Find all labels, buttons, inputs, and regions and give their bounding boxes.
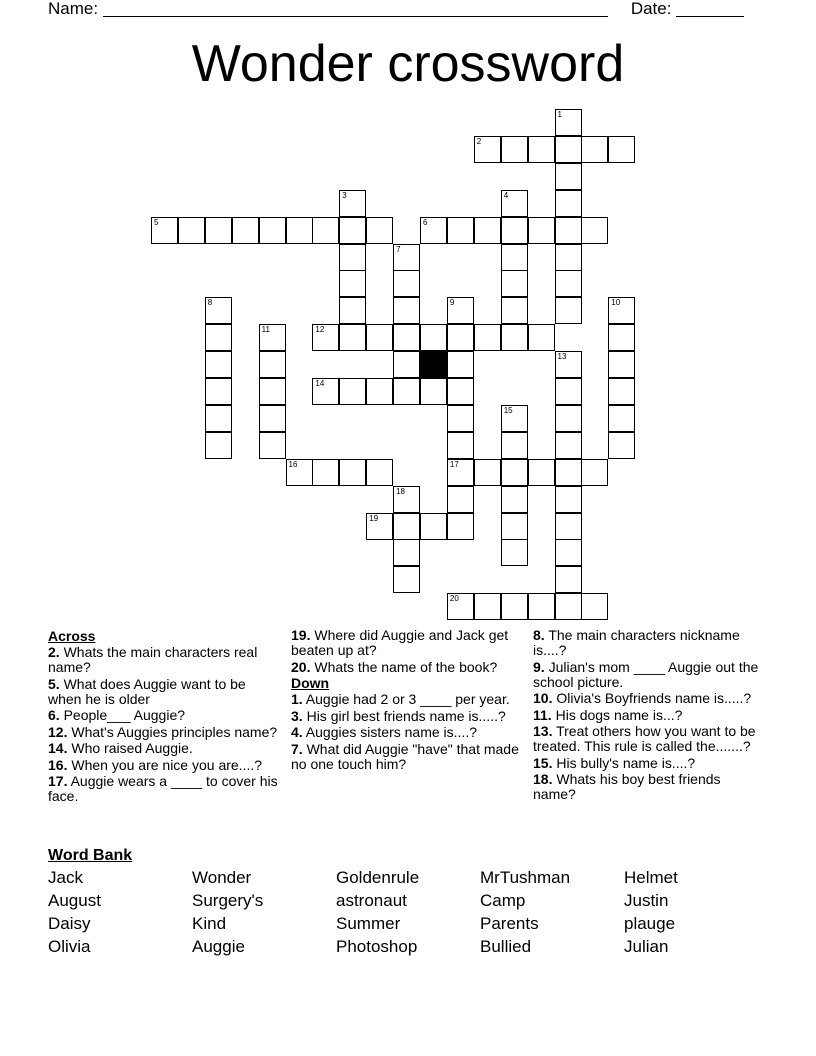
cell-number: 19: [369, 513, 379, 523]
crossword-cell[interactable]: [501, 432, 528, 459]
crossword-cell[interactable]: [447, 459, 474, 486]
crossword-cell[interactable]: [339, 270, 366, 297]
clue-number: 8.: [533, 627, 545, 643]
crossword-cell[interactable]: [447, 432, 474, 459]
crossword-cell[interactable]: [447, 297, 474, 324]
crossword-cell[interactable]: [339, 378, 366, 405]
clue-number: 15.: [533, 754, 553, 771]
clue-item: [48, 758, 278, 773]
crossword-cell[interactable]: [447, 378, 474, 405]
clue-number: 9.: [533, 658, 545, 675]
crossword-cell[interactable]: [366, 378, 393, 405]
clue-item: [533, 691, 763, 706]
crossword-cell[interactable]: [528, 593, 555, 620]
word-bank-item: astronaut: [336, 891, 407, 910]
word-bank-item: Julian: [624, 937, 669, 956]
crossword-cell[interactable]: [608, 324, 635, 351]
crossword-cell[interactable]: [501, 324, 528, 351]
word-bank-item: Goldenrule: [336, 868, 420, 887]
clue-text: When you are nice you are....?: [67, 756, 263, 773]
clue-text: His girl best friends name is.....?: [302, 707, 506, 724]
cell-number: 8: [207, 298, 213, 308]
clue-item: [533, 724, 763, 754]
crossword-cell[interactable]: [312, 324, 339, 351]
word-bank-item: Wonder: [192, 868, 252, 887]
cell-number: 7: [396, 244, 401, 254]
crossword-cell[interactable]: [393, 351, 420, 378]
crossword-cell[interactable]: [366, 459, 393, 486]
crossword-cell[interactable]: [555, 566, 582, 593]
clue-item: [48, 774, 278, 804]
cell-number: 12: [315, 325, 325, 335]
crossword-cell[interactable]: [232, 217, 259, 244]
crossword-cell[interactable]: [259, 378, 286, 405]
crossword-cell[interactable]: [366, 513, 393, 540]
crossword-cell[interactable]: [312, 378, 339, 405]
crossword-cell[interactable]: [393, 486, 420, 513]
crossword-cell[interactable]: [608, 378, 635, 405]
clue-number: 18.: [533, 771, 553, 787]
cell-number: 11: [261, 325, 270, 335]
clue-number: 14.: [48, 740, 68, 756]
crossword-cell[interactable]: [339, 459, 366, 486]
crossword-cell[interactable]: [474, 217, 501, 244]
clue-number: 1.: [291, 691, 303, 707]
crossword-cell[interactable]: [393, 539, 420, 566]
crossword-cell[interactable]: [555, 405, 582, 432]
crossword-cell[interactable]: [555, 513, 582, 540]
crossword-cell[interactable]: [608, 136, 635, 163]
crossword-cell[interactable]: [151, 217, 178, 244]
clue-text: What does Auggie want to be when he is older: [48, 675, 246, 707]
crossword-cell[interactable]: [501, 405, 528, 432]
name-label: Name:: [48, 0, 99, 18]
crossword-cell[interactable]: [555, 190, 582, 217]
crossword-cell[interactable]: [555, 539, 582, 566]
clue-text: Julian's mom ____ Auggie out the school picture.: [533, 658, 759, 690]
cell-number: 1: [557, 110, 562, 119]
clue-item: [533, 708, 763, 723]
clue-number: 20.: [291, 658, 311, 675]
crossword-cell[interactable]: [581, 593, 608, 620]
clues-column-3: [533, 628, 763, 804]
crossword-cell[interactable]: [339, 190, 366, 217]
clue-text: Treat others how you want to be treated. This rule is called the.......?: [533, 723, 756, 754]
clue-text: His bully's name is....?: [552, 754, 696, 771]
crossword-cell[interactable]: [528, 459, 555, 486]
clue-number: 3.: [291, 707, 303, 724]
crossword-cell[interactable]: [205, 351, 232, 378]
crossword-cell[interactable]: [420, 378, 447, 405]
crossword-cell[interactable]: [259, 432, 286, 459]
cell-number: 17: [449, 459, 459, 469]
crossword-cell[interactable]: [312, 217, 339, 244]
cell-number: 15: [503, 405, 513, 415]
crossword-cell[interactable]: [393, 513, 420, 540]
clue-item: [291, 709, 521, 724]
crossword-cell[interactable]: [501, 539, 528, 566]
crossword-cell[interactable]: [393, 244, 420, 271]
crossword-cell[interactable]: [501, 190, 528, 217]
clue-text: His dogs name is...?: [551, 706, 683, 723]
clues-column-2: [291, 628, 521, 773]
crossword-cell[interactable]: [501, 459, 528, 486]
word-bank-item: Summer: [336, 914, 401, 933]
crossword-cell[interactable]: [205, 405, 232, 432]
crossword-cell[interactable]: [555, 351, 582, 378]
cell-number: 14: [315, 379, 325, 388]
crossword-cell[interactable]: [339, 244, 366, 271]
crossword-cell[interactable]: [205, 297, 232, 324]
word-bank: [48, 867, 748, 957]
word-bank-item: Olivia: [48, 937, 91, 956]
cell-number: 20: [449, 594, 459, 604]
across-heading: Across: [48, 628, 96, 644]
word-bank-item: Justin: [624, 891, 669, 910]
crossword-cell[interactable]: [259, 405, 286, 432]
cell-number: 5: [154, 217, 159, 227]
crossword-cell[interactable]: [608, 351, 635, 378]
clue-number: 10.: [533, 690, 553, 706]
clue-item: [48, 708, 278, 723]
clue-number: 2.: [48, 644, 60, 660]
clue-number: 6.: [48, 707, 60, 723]
cell-number: 3: [342, 190, 347, 200]
crossword-cell[interactable]: [555, 432, 582, 459]
crossword-cell[interactable]: [581, 136, 608, 163]
crossword-cell[interactable]: [420, 513, 447, 540]
cell-number: 2: [476, 136, 482, 146]
crossword-cell[interactable]: [312, 459, 339, 486]
crossword-cell[interactable]: [205, 324, 232, 351]
cell-number: 4: [503, 190, 509, 200]
crossword-cell[interactable]: [205, 217, 232, 244]
crossword-cell[interactable]: [581, 217, 608, 244]
clue-text: Auggie had 2 or 3 ____ per year.: [302, 691, 510, 707]
crossword-black-cell: [420, 351, 447, 378]
clue-text: The main characters nickname is....?: [533, 627, 740, 658]
crossword-cell[interactable]: [555, 378, 582, 405]
cell-number: 13: [557, 352, 567, 362]
clue-number: 12.: [48, 723, 68, 740]
clues-column-1: [48, 628, 278, 806]
clue-text: Where did Auggie and Jack get beaten up at?: [291, 627, 509, 658]
clue-text: Whats the main characters real name?: [48, 644, 258, 675]
crossword-cell[interactable]: [205, 432, 232, 459]
clue-item: [533, 628, 763, 658]
cell-number: 6: [423, 217, 428, 227]
crossword-cell[interactable]: [339, 324, 366, 351]
crossword-cell[interactable]: [178, 217, 205, 244]
clue-number: 11.: [533, 706, 552, 723]
crossword-cell[interactable]: [447, 324, 474, 351]
crossword-cell[interactable]: [555, 109, 582, 136]
clue-text: Auggie wears a ____ to cover his face.: [48, 773, 278, 804]
word-bank-item: Jack: [48, 868, 83, 887]
clue-text: Whats his boy best friends name?: [533, 771, 721, 802]
word-bank-item: Camp: [480, 891, 526, 910]
crossword-cell[interactable]: [339, 217, 366, 244]
clue-number: 19.: [291, 627, 311, 643]
crossword-cell[interactable]: [339, 297, 366, 324]
crossword-cell[interactable]: [447, 593, 474, 620]
clue-item: [291, 742, 521, 772]
clue-number: 13.: [533, 723, 553, 739]
clue-item: [291, 725, 521, 740]
clue-item: [533, 772, 763, 802]
crossword-cell[interactable]: [608, 405, 635, 432]
crossword-cell[interactable]: [474, 459, 501, 486]
crossword-cell[interactable]: [259, 351, 286, 378]
crossword-cell[interactable]: [555, 593, 582, 620]
cell-number: 9: [449, 298, 455, 308]
date-label: Date:: [630, 0, 672, 18]
crossword-cell[interactable]: [393, 270, 420, 297]
clue-item: [48, 677, 278, 707]
clue-item: [291, 660, 521, 675]
word-bank-item: Kind: [192, 914, 227, 933]
crossword-cell[interactable]: [555, 136, 582, 163]
clue-text: What's Auggies principles name?: [67, 723, 278, 740]
cell-number: 16: [288, 459, 298, 469]
clue-item: [48, 725, 278, 740]
crossword-cell[interactable]: [501, 513, 528, 540]
word-bank-item: Parents: [480, 914, 539, 933]
crossword-cell[interactable]: [259, 324, 286, 351]
crossword-cell[interactable]: [501, 297, 528, 324]
word-bank-item: plauge: [624, 914, 676, 933]
crossword-cell[interactable]: [501, 244, 528, 271]
crossword-cell[interactable]: [447, 486, 474, 513]
crossword-cell[interactable]: [447, 351, 474, 378]
crossword-cell[interactable]: [286, 459, 313, 486]
clue-text: Who raised Auggie.: [67, 740, 193, 756]
crossword-cell[interactable]: [501, 593, 528, 620]
crossword-cell[interactable]: [420, 324, 447, 351]
clue-text: Whats the name of the book?: [310, 658, 498, 675]
clue-number: 16.: [48, 756, 68, 773]
crossword-cell[interactable]: [366, 324, 393, 351]
crossword-cell[interactable]: [555, 217, 582, 244]
word-bank-item: Surgery's: [192, 891, 264, 910]
clue-text: What did Auggie "have" that made no one touch him?: [291, 740, 519, 772]
crossword-cell[interactable]: [393, 378, 420, 405]
cell-number: 10: [611, 298, 621, 308]
crossword-cell[interactable]: [286, 217, 313, 244]
crossword-cell[interactable]: [501, 486, 528, 513]
crossword-cell[interactable]: [555, 244, 582, 271]
word-bank-item: Auggie: [192, 937, 245, 956]
crossword-cell[interactable]: [393, 324, 420, 351]
clue-item: [48, 741, 278, 756]
crossword-cell[interactable]: [474, 136, 501, 163]
clue-item: [533, 756, 763, 771]
clue-text: Olivia's Boyfriends name is.....?: [552, 690, 752, 706]
crossword-cell[interactable]: [528, 217, 555, 244]
cell-number: 18: [396, 486, 405, 496]
clue-number: 5.: [48, 675, 60, 692]
word-bank-title: Word Bank: [48, 847, 133, 864]
clue-text: People___ Auggie?: [59, 707, 186, 723]
word-bank-item: Photoshop: [336, 937, 418, 956]
crossword-cell[interactable]: [501, 217, 528, 244]
crossword-cell[interactable]: [528, 324, 555, 351]
crossword-cell[interactable]: [474, 324, 501, 351]
crossword-cell[interactable]: [366, 217, 393, 244]
clue-item: [533, 660, 763, 690]
crossword-cell[interactable]: [447, 405, 474, 432]
clue-number: 17.: [48, 773, 68, 789]
clue-number: 4.: [291, 724, 303, 740]
clue-text: Auggies sisters name is....?: [302, 724, 477, 740]
word-bank-item: Bullied: [480, 937, 532, 956]
crossword-cell[interactable]: [555, 459, 582, 486]
word-bank-item: August: [48, 891, 101, 910]
crossword-cell[interactable]: [501, 136, 528, 163]
crossword-cell[interactable]: [205, 378, 232, 405]
clue-item: [291, 692, 521, 707]
crossword-cell[interactable]: [581, 459, 608, 486]
crossword-cell[interactable]: [420, 217, 447, 244]
crossword-cell[interactable]: [393, 566, 420, 593]
crossword-cell[interactable]: [555, 486, 582, 513]
crossword-cell[interactable]: [447, 513, 474, 540]
down-heading: Down: [291, 675, 330, 691]
clue-item: [48, 645, 278, 675]
crossword-cell[interactable]: [259, 217, 286, 244]
crossword-cell[interactable]: [608, 432, 635, 459]
crossword-cell[interactable]: [528, 136, 555, 163]
clue-number: 7.: [291, 740, 303, 757]
word-bank-item: Helmet: [624, 868, 678, 887]
crossword-cell[interactable]: [393, 297, 420, 324]
word-bank-item: MrTushman: [480, 868, 571, 887]
crossword-cell[interactable]: [555, 163, 582, 190]
crossword-cell[interactable]: [608, 297, 635, 324]
page-title: Wonder crossword: [191, 35, 625, 93]
crossword-cell[interactable]: [555, 297, 582, 324]
crossword-cell[interactable]: [474, 593, 501, 620]
clue-item: [291, 628, 521, 658]
crossword-cell[interactable]: [447, 217, 474, 244]
crossword-cell[interactable]: [555, 270, 582, 297]
word-bank-item: Daisy: [48, 914, 91, 933]
crossword-cell[interactable]: [501, 270, 528, 297]
